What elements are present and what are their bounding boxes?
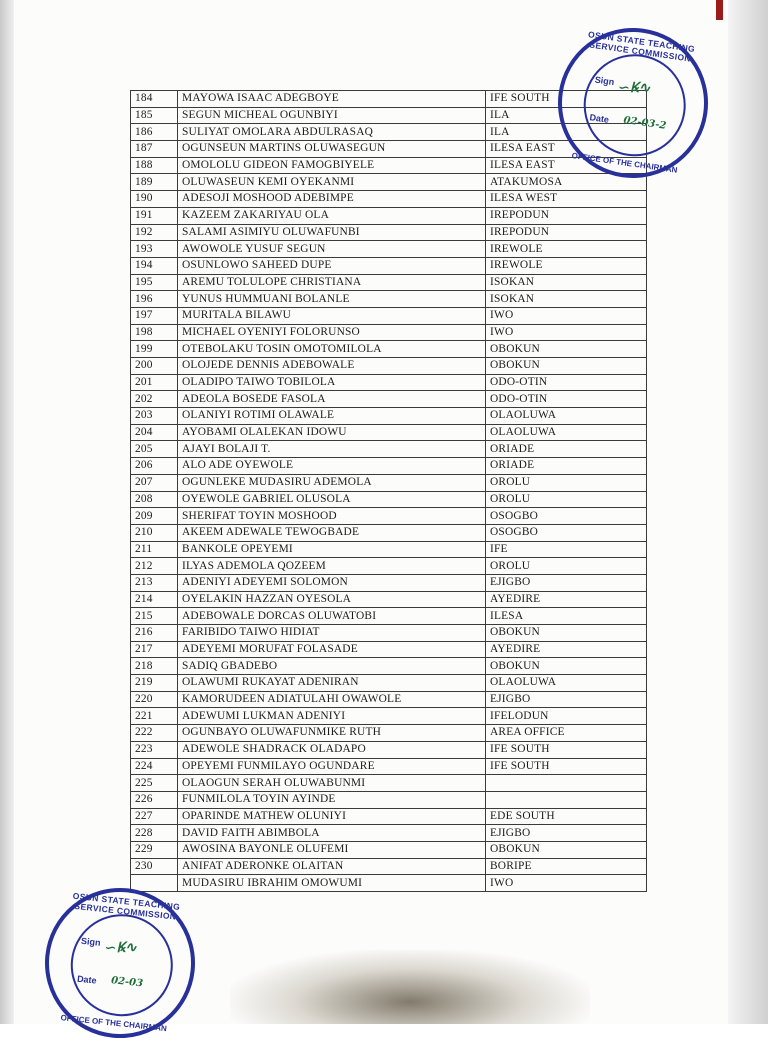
serial-number-cell: 215 xyxy=(131,608,178,625)
serial-number-cell: 202 xyxy=(131,391,178,408)
serial-number-cell: 195 xyxy=(131,274,178,291)
lga-cell: ORIADE xyxy=(486,458,647,475)
name-cell: ILYAS ADEMOLA QOZEEM xyxy=(178,558,486,575)
stamp-office-text: OFFICE OF THE CHAIRMAN xyxy=(571,151,679,175)
name-cell: OTEBOLAKU TOSIN OMOTOMILOLA xyxy=(178,341,486,358)
table-row xyxy=(131,741,647,758)
lga-cell: ILA xyxy=(486,107,647,124)
table-row xyxy=(131,458,647,475)
table-row xyxy=(131,491,647,508)
lga-cell: AYEDIRE xyxy=(486,641,647,658)
lga-cell: OROLU xyxy=(486,474,647,491)
name-cell: OGUNSEUN MARTINS OLUWASEGUN xyxy=(178,141,486,158)
table-row xyxy=(131,841,647,858)
table-row xyxy=(131,307,647,324)
table-row xyxy=(131,524,647,541)
lga-cell: IFE SOUTH xyxy=(486,758,647,775)
name-cell: OPARINDE MATHEW OLUNIYI xyxy=(178,808,486,825)
lga-cell: EDE SOUTH xyxy=(486,808,647,825)
serial-number-cell xyxy=(131,875,178,892)
serial-number-cell: 228 xyxy=(131,825,178,842)
name-cell: OPEYEMI FUNMILAYO OGUNDARE xyxy=(178,758,486,775)
name-cell: MURITALA BILAWU xyxy=(178,307,486,324)
lga-cell: AREA OFFICE xyxy=(486,725,647,742)
signature: ∽Ꝃ∿ xyxy=(618,80,651,97)
lga-cell: OLAOLUWA xyxy=(486,424,647,441)
name-cell: FARIBIDO TAIWO HIDIAT xyxy=(178,625,486,642)
stamp-date-label: Date xyxy=(588,112,610,125)
name-cell: OSUNLOWO SAHEED DUPE xyxy=(178,257,486,274)
name-cell: FUNMILOLA TOYIN AYINDE xyxy=(178,791,486,808)
serial-number-cell: 184 xyxy=(131,91,178,108)
serial-number-cell: 190 xyxy=(131,191,178,208)
name-cell: OYELAKIN HAZZAN OYESOLA xyxy=(178,591,486,608)
lga-cell: AYEDIRE xyxy=(486,591,647,608)
table-row xyxy=(131,274,647,291)
serial-number-cell: 223 xyxy=(131,741,178,758)
name-cell: OMOLOLU GIDEON FAMOGBIYELE xyxy=(178,157,486,174)
name-cell: ADESOJI MOSHOOD ADEBIMPE xyxy=(178,191,486,208)
name-cell: SULIYAT OMOLARA ABDULRASAQ xyxy=(178,124,486,141)
lga-cell: OBOKUN xyxy=(486,358,647,375)
name-cell: OYEWOLE GABRIEL OLUSOLA xyxy=(178,491,486,508)
name-cell: AYOBAMI OLALEKAN IDOWU xyxy=(178,424,486,441)
serial-number-cell: 205 xyxy=(131,441,178,458)
name-cell: OLADIPO TAIWO TOBILOLA xyxy=(178,374,486,391)
lga-cell: ILESA EAST xyxy=(486,141,647,158)
page-edge-shadow-right xyxy=(728,0,768,1024)
table-row xyxy=(131,558,647,575)
serial-number-cell: 216 xyxy=(131,625,178,642)
table-row xyxy=(131,291,647,308)
serial-number-cell: 213 xyxy=(131,574,178,591)
serial-number-cell: 201 xyxy=(131,374,178,391)
serial-number-cell: 189 xyxy=(131,174,178,191)
table-row xyxy=(131,191,647,208)
name-cell: ADEYEMI MORUFAT FOLASADE xyxy=(178,641,486,658)
table-row xyxy=(131,641,647,658)
name-cell: OLAWUMI RUKAYAT ADENIRAN xyxy=(178,675,486,692)
table-row xyxy=(131,875,647,892)
serial-number-cell: 198 xyxy=(131,324,178,341)
table-row xyxy=(131,224,647,241)
signature: ∽Ꝃ∿ xyxy=(104,939,138,957)
table-row xyxy=(131,775,647,792)
lga-cell: EJIGBO xyxy=(486,825,647,842)
lga-cell: ISOKAN xyxy=(486,274,647,291)
red-margin-mark xyxy=(716,0,723,20)
lga-cell: OROLU xyxy=(486,558,647,575)
name-cell: OGUNBAYO OLUWAFUNMIKE RUTH xyxy=(178,725,486,742)
name-cell: SEGUN MICHEAL OGUNBIYI xyxy=(178,107,486,124)
table-row xyxy=(131,574,647,591)
table-row xyxy=(131,441,647,458)
roster-table xyxy=(130,90,647,892)
lga-cell: IFE SOUTH xyxy=(486,91,647,108)
name-cell: ALO ADE OYEWOLE xyxy=(178,458,486,475)
lga-cell: IREWOLE xyxy=(486,241,647,258)
table-row xyxy=(131,858,647,875)
serial-number-cell: 210 xyxy=(131,524,178,541)
name-cell: AWOSINA BAYONLE OLUFEMI xyxy=(178,841,486,858)
serial-number-cell: 229 xyxy=(131,841,178,858)
name-cell: KAZEEM ZAKARIYAU OLA xyxy=(178,207,486,224)
lga-cell: IWO xyxy=(486,324,647,341)
lga-cell: OSOGBO xyxy=(486,508,647,525)
stamp-inner-ring xyxy=(577,48,692,163)
serial-number-cell: 227 xyxy=(131,808,178,825)
serial-number-cell: 219 xyxy=(131,675,178,692)
serial-number-cell: 218 xyxy=(131,658,178,675)
table-row xyxy=(131,207,647,224)
scan-shadow xyxy=(230,950,590,1024)
serial-number-cell: 208 xyxy=(131,491,178,508)
lga-cell: ILESA WEST xyxy=(486,191,647,208)
serial-number-cell: 224 xyxy=(131,758,178,775)
lga-cell: EJIGBO xyxy=(486,574,647,591)
lga-cell: IREPODUN xyxy=(486,207,647,224)
lga-cell: OLAOLUWA xyxy=(486,675,647,692)
serial-number-cell: 225 xyxy=(131,775,178,792)
name-cell: AJAYI BOLAJI T. xyxy=(178,441,486,458)
lga-cell: IFE xyxy=(486,541,647,558)
stamp-sign-label: Sign xyxy=(594,74,615,88)
lga-cell: ILA xyxy=(486,124,647,141)
lga-cell: ILESA xyxy=(486,608,647,625)
table-row xyxy=(131,825,647,842)
lga-cell: IWO xyxy=(486,875,647,892)
roster-table-body xyxy=(131,91,647,892)
table-row xyxy=(131,591,647,608)
stamp-ring-text: OSUN STATE TEACHING SERVICE COMMISSION xyxy=(587,29,696,64)
table-row xyxy=(131,791,647,808)
table-row xyxy=(131,341,647,358)
stamp-ring-text: OSUN STATE TEACHING SERVICE COMMISSION xyxy=(72,890,181,922)
serial-number-cell: 199 xyxy=(131,341,178,358)
name-cell: ANIFAT ADERONKE OLAITAN xyxy=(178,858,486,875)
table-row xyxy=(131,541,647,558)
name-cell: OLANIYI ROTIMI OLAWALE xyxy=(178,408,486,425)
lga-cell xyxy=(486,775,647,792)
name-cell: OLAOGUN SERAH OLUWABUNMI xyxy=(178,775,486,792)
lga-cell: IFELODUN xyxy=(486,708,647,725)
serial-number-cell: 226 xyxy=(131,791,178,808)
name-cell: ADEWOLE SHADRACK OLADAPO xyxy=(178,741,486,758)
serial-number-cell: 185 xyxy=(131,107,178,124)
name-cell: BANKOLE OPEYEMI xyxy=(178,541,486,558)
serial-number-cell: 230 xyxy=(131,858,178,875)
lga-cell: IREPODUN xyxy=(486,224,647,241)
serial-number-cell: 196 xyxy=(131,291,178,308)
lga-cell: ODO-OTIN xyxy=(486,391,647,408)
stamp-office-text: OFFICE OF THE CHAIRMAN xyxy=(60,1013,168,1034)
table-row xyxy=(131,257,647,274)
lga-cell: ISOKAN xyxy=(486,291,647,308)
name-cell: ADEWUMI LUKMAN ADENIYI xyxy=(178,708,486,725)
serial-number-cell: 188 xyxy=(131,157,178,174)
table-row xyxy=(131,625,647,642)
table-row xyxy=(131,691,647,708)
table-row xyxy=(131,374,647,391)
serial-number-cell: 193 xyxy=(131,241,178,258)
serial-number-cell: 220 xyxy=(131,691,178,708)
table-row xyxy=(131,808,647,825)
table-row xyxy=(131,241,647,258)
lga-cell: OLAOLUWA xyxy=(486,408,647,425)
serial-number-cell: 214 xyxy=(131,591,178,608)
table-row xyxy=(131,758,647,775)
lga-cell: OROLU xyxy=(486,491,647,508)
lga-cell: EJIGBO xyxy=(486,691,647,708)
table-row xyxy=(131,391,647,408)
lga-cell: IWO xyxy=(486,307,647,324)
table-row xyxy=(131,508,647,525)
serial-number-cell: 194 xyxy=(131,257,178,274)
table-row xyxy=(131,174,647,191)
serial-number-cell: 200 xyxy=(131,358,178,375)
serial-number-cell: 203 xyxy=(131,408,178,425)
lga-cell: OBOKUN xyxy=(486,625,647,642)
lga-cell: BORIPE xyxy=(486,858,647,875)
serial-number-cell: 197 xyxy=(131,307,178,324)
serial-number-cell: 212 xyxy=(131,558,178,575)
stamp-date-value: 02-03-2 xyxy=(622,114,667,132)
lga-cell: ODO-OTIN xyxy=(486,374,647,391)
serial-number-cell: 206 xyxy=(131,458,178,475)
table-row xyxy=(131,324,647,341)
name-cell: SALAMI ASIMIYU OLUWAFUNBI xyxy=(178,224,486,241)
serial-number-cell: 221 xyxy=(131,708,178,725)
name-cell: DAVID FAITH ABIMBOLA xyxy=(178,825,486,842)
serial-number-cell: 209 xyxy=(131,508,178,525)
name-cell: ADENIYI ADEYEMI SOLOMON xyxy=(178,574,486,591)
table-row xyxy=(131,474,647,491)
name-cell: YUNUS HUMMUANI BOLANLE xyxy=(178,291,486,308)
name-cell: AKEEM ADEWALE TEWOGBADE xyxy=(178,524,486,541)
page-edge-shadow-left xyxy=(0,0,14,1024)
serial-number-cell: 204 xyxy=(131,424,178,441)
name-cell: OLOJEDE DENNIS ADEBOWALE xyxy=(178,358,486,375)
serial-number-cell: 211 xyxy=(131,541,178,558)
stamp-inner-ring xyxy=(66,909,178,1021)
serial-number-cell: 207 xyxy=(131,474,178,491)
table-row xyxy=(131,708,647,725)
stamp-date-value: 02-03 xyxy=(110,975,144,990)
table-row xyxy=(131,424,647,441)
lga-cell: IFE SOUTH xyxy=(486,741,647,758)
table-row xyxy=(131,408,647,425)
serial-number-cell: 192 xyxy=(131,224,178,241)
name-cell: AWOWOLE YUSUF SEGUN xyxy=(178,241,486,258)
table-row xyxy=(131,608,647,625)
lga-cell: ATAKUMOSA xyxy=(486,174,647,191)
lga-cell: OSOGBO xyxy=(486,524,647,541)
name-cell: KAMORUDEEN ADIATULAHI OWAWOLE xyxy=(178,691,486,708)
table-row xyxy=(131,675,647,692)
serial-number-cell: 186 xyxy=(131,124,178,141)
lga-cell: ILESA EAST xyxy=(486,157,647,174)
name-cell: OGUNLEKE MUDASIRU ADEMOLA xyxy=(178,474,486,491)
serial-number-cell: 187 xyxy=(131,141,178,158)
name-cell: MAYOWA ISAAC ADEGBOYE xyxy=(178,91,486,108)
lga-cell: IREWOLE xyxy=(486,257,647,274)
lga-cell: OBOKUN xyxy=(486,341,647,358)
lga-cell: ORIADE xyxy=(486,441,647,458)
lga-cell xyxy=(486,791,647,808)
stamp-date-label: Date xyxy=(76,973,98,986)
table-row xyxy=(131,658,647,675)
table-row xyxy=(131,358,647,375)
name-cell: OLUWASEUN KEMI OYEKANMI xyxy=(178,174,486,191)
serial-number-cell: 217 xyxy=(131,641,178,658)
lga-cell: OBOKUN xyxy=(486,841,647,858)
stamp-sign-label: Sign xyxy=(80,935,102,948)
name-cell: MICHAEL OYENIYI FOLORUNSO xyxy=(178,324,486,341)
table-row xyxy=(131,725,647,742)
name-cell: ADEBOWALE DORCAS OLUWATOBI xyxy=(178,608,486,625)
name-cell: AREMU TOLULOPE CHRISTIANA xyxy=(178,274,486,291)
serial-number-cell: 222 xyxy=(131,725,178,742)
serial-number-cell: 191 xyxy=(131,207,178,224)
name-cell: SADIQ GBADEBO xyxy=(178,658,486,675)
lga-cell: OBOKUN xyxy=(486,658,647,675)
name-cell: SHERIFAT TOYIN MOSHOOD xyxy=(178,508,486,525)
name-cell: ADEOLA BOSEDE FASOLA xyxy=(178,391,486,408)
name-cell: MUDASIRU IBRAHIM OMOWUMI xyxy=(178,875,486,892)
